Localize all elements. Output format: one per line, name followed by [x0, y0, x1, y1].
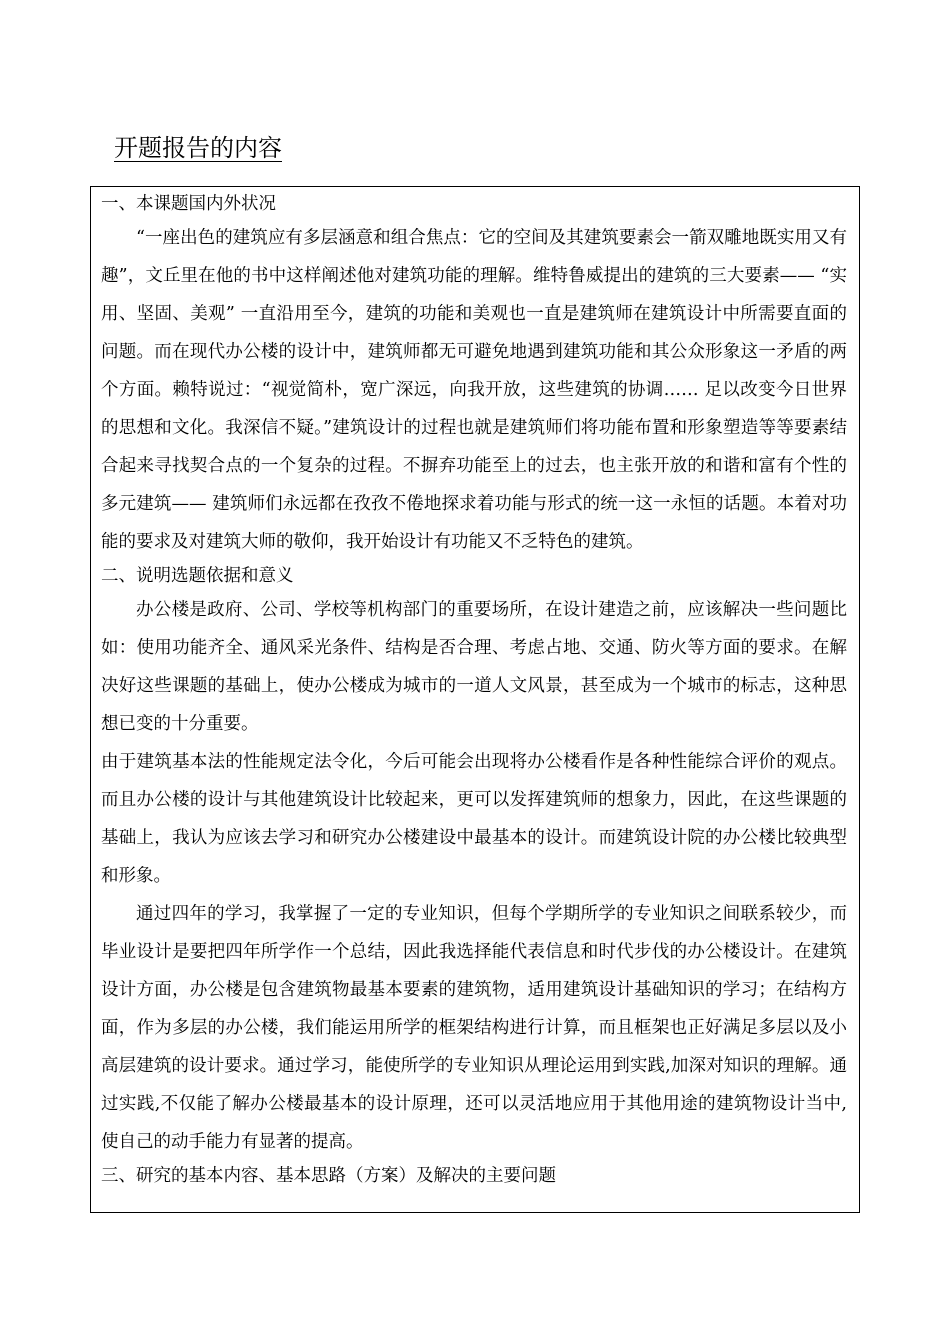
section-1-paragraph: “一座出色的建筑应有多层涵意和组合焦点：它的空间及其建筑要素会一箭双雕地既实用又有趣”，文丘里在他的书中这样阐述他对建筑功能的理解。维特鲁威提出的建筑的三大要素—— “实用、坚固、美观” 一直沿用至今，建筑的功能和美观也一直是建筑师在建筑设计中所需要直面的问题。而在现代办公楼的设计中，建筑师都无可避免地遇到建筑功能和其公众形象这一矛盾的两个方面。赖特说过：“视觉简朴，宽广深远，向我开放，这些建筑的协调…… 足以改变今日世界的思想和文化。我深信不疑。”建筑设计的过程也就是建筑师们将功能布置和形象塑造等等要素结合起来寻找契合点的一个复杂的过程。不摒弃功能至上的过去，也主张开放的和谐和富有个性的多元建筑—— 建筑师们永远都在孜孜不倦地探求着功能与形式的统一这一永恒的话题。本着对功能的要求及对建筑大师的敬仰，我开始设计有功能又不乏特色的建筑。: [101, 228, 847, 552]
section-1-heading: 一、本课题国内外状况: [101, 194, 276, 214]
section-2-paragraph-1: 办公楼是政府、公司、学校等机构部门的重要场所，在设计建造之前，应该解决一些问题比如：使用功能齐全、通风采光条件、结构是否合理、考虑占地、交通、防火等方面的要求。在解决好这些课题的基础上，使办公楼成为城市的一道人文风景，甚至成为一个城市的标志，这种思想已变的十分重要。: [101, 600, 847, 734]
section-2-heading: 二、说明选题依据和意义: [101, 566, 294, 586]
document-title: 开题报告的内容: [114, 134, 282, 162]
section-3-heading: 三、研究的基本内容、基本思路（方案）及解决的主要问题: [101, 1166, 556, 1186]
section-2-paragraph-2: 由于建筑基本法的性能规定法令化，今后可能会出现将办公楼看作是各种性能综合评价的观点。而且办公楼的设计与其他建筑设计比较起来，更可以发挥建筑师的想象力，因此，在这些课题的基础上，我认为应该去学习和研究办公楼建设中最基本的设计。而建筑设计院的办公楼比较典型和形象。: [101, 752, 847, 886]
report-content-box: [90, 186, 860, 1213]
section-2-paragraph-3: 通过四年的学习，我掌握了一定的专业知识，但每个学期所学的专业知识之间联系较少，而毕业设计是要把四年所学作一个总结，因此我选择能代表信息和时代步伐的办公楼设计。在建筑设计方面，办公楼是包含建筑物最基本要素的建筑物，适用建筑设计基础知识的学习；在结构方面，作为多层的办公楼，我们能运用所学的框架结构进行计算，而且框架也正好满足多层以及小高层建筑的设计要求。通过学习，能使所学的专业知识从理论运用到实践,加深对知识的理解。通过实践,不仅能了解办公楼最基本的设计原理，还可以灵活地应用于其他用途的建筑物设计当中,使自己的动手能力有显著的提高。: [101, 904, 847, 1152]
